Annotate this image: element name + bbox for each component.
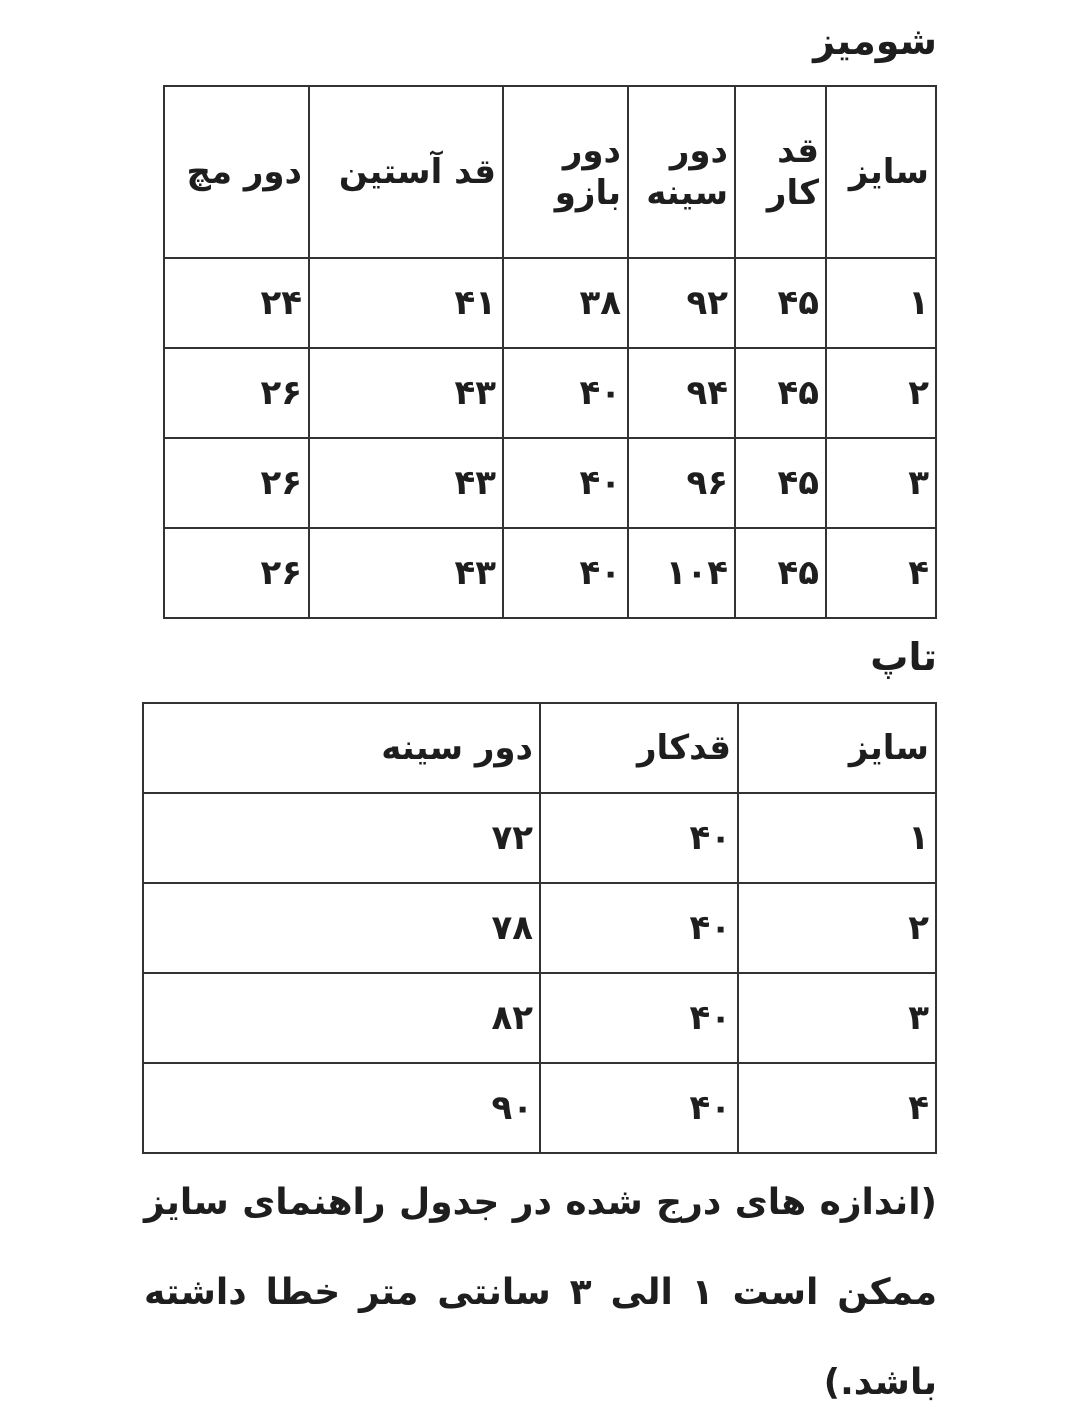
table-cell: ۹۲: [628, 258, 735, 348]
tap-size-table: [142, 702, 937, 1154]
table-cell: ۴۵: [735, 528, 826, 618]
table-cell: ۴۵: [735, 348, 826, 438]
table-cell: ۴۳: [309, 528, 503, 618]
table-cell: ۳۸: [503, 258, 628, 348]
table-cell: ۴: [826, 528, 936, 618]
table-cell: ۲۶: [164, 438, 309, 528]
table-row: [164, 258, 936, 348]
table-cell: ۴۰: [503, 528, 628, 618]
size-disclaimer-note: (اندازه های درج شده در جدول راهنمای سایز ممکن است ۱ الی ۳ سانتی متر خطا داشته باشد.): [144, 1182, 937, 1403]
table-cell: ۱۰۴: [628, 528, 735, 618]
table-cell: ۱: [738, 793, 936, 883]
table-cell: ۴۱: [309, 258, 503, 348]
header-size: سایز: [826, 86, 936, 258]
table-row: [143, 1063, 936, 1153]
table-cell: ۲۶: [164, 528, 309, 618]
header-size: سایز: [738, 703, 936, 793]
table-cell: ۲۴: [164, 258, 309, 348]
table-cell: ۲: [826, 348, 936, 438]
table-row: [143, 973, 936, 1063]
table-cell: ۴۳: [309, 348, 503, 438]
table-cell: ۴۳: [309, 438, 503, 528]
table-cell: ۴۰: [540, 1063, 738, 1153]
table-cell: ۳: [826, 438, 936, 528]
table-cell: ۹۰: [143, 1063, 540, 1153]
table-cell: ۹۶: [628, 438, 735, 528]
table-row: [164, 528, 936, 618]
table-header-row: [164, 86, 936, 258]
table-cell: ۸۲: [143, 973, 540, 1063]
table-cell: ۴۰: [503, 438, 628, 528]
shomiz-size-table: [163, 85, 937, 619]
table-cell: ۴۵: [735, 438, 826, 528]
table-cell: ۳: [738, 973, 936, 1063]
header-length: قد کار: [735, 86, 826, 258]
header-chest: دور سینه: [143, 703, 540, 793]
table-header-row: [143, 703, 936, 793]
table-row: [164, 348, 936, 438]
table-cell: ۲: [738, 883, 936, 973]
header-sleeve-length: قد آستین: [309, 86, 503, 258]
table-cell: ۹۴: [628, 348, 735, 438]
table-cell: ۴۵: [735, 258, 826, 348]
table-row: [164, 438, 936, 528]
table-cell: ۴۰: [540, 973, 738, 1063]
table-cell: ۷۸: [143, 883, 540, 973]
table-cell: ۴۰: [540, 793, 738, 883]
table-cell: ۴۰: [503, 348, 628, 438]
header-length: قدکار: [540, 703, 738, 793]
table-cell: ۱: [826, 258, 936, 348]
tap-title: تاپ: [870, 635, 937, 679]
header-chest: دور سینه: [628, 86, 735, 258]
table-row: [143, 883, 936, 973]
table-cell: ۲۶: [164, 348, 309, 438]
table-row: [143, 793, 936, 883]
header-wrist: دور مچ: [164, 86, 309, 258]
header-arm: دور بازو: [503, 86, 628, 258]
shomiz-title: شومیز: [813, 19, 937, 63]
table-cell: ۴۰: [540, 883, 738, 973]
table-cell: ۷۲: [143, 793, 540, 883]
table-cell: ۴: [738, 1063, 936, 1153]
